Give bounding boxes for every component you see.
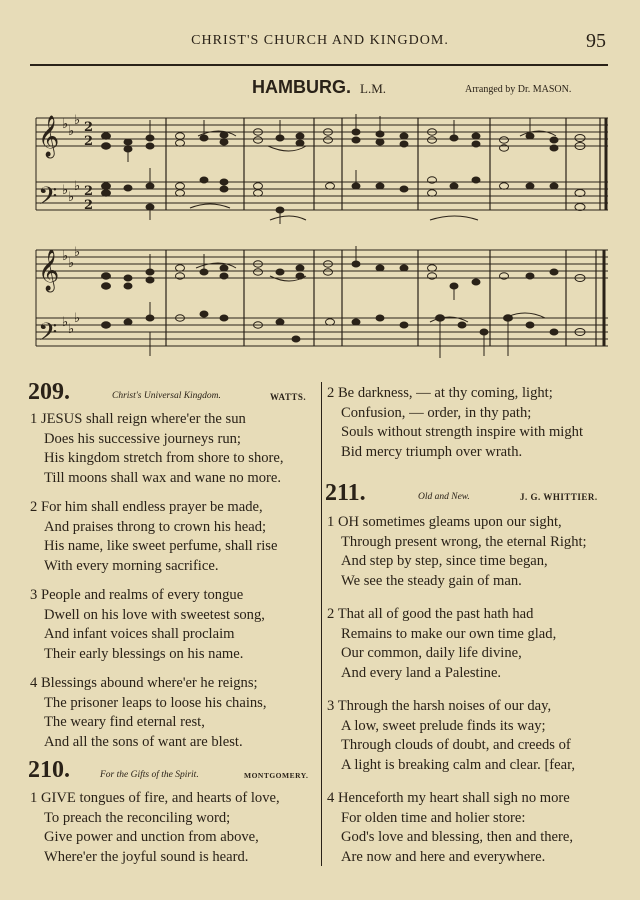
verse-line: Blessings abound where'er he reigns; — [40, 675, 258, 691]
svg-text:2: 2 — [84, 198, 94, 213]
verse-line: Are now and here and everywhere. — [341, 848, 546, 865]
verse-line: And praises throng to crown his head; — [44, 518, 267, 535]
verse-line: JESUS shall reign where'er the sun — [40, 411, 246, 427]
hymn-author: WATTS. — [270, 392, 307, 402]
verse-line: And all the sons of want are blest. — [44, 733, 243, 750]
verse-line: Dwell on his love with sweetest song, — [44, 606, 265, 623]
verse-line: OH sometimes gleams upon our sight, — [337, 514, 562, 530]
svg-text:2: 2 — [84, 120, 94, 135]
verse-line: Till moons shall wax and wane no more. — [44, 469, 281, 486]
hymn-subject: Christ's Universal Kingdom. — [112, 391, 221, 401]
verse-line: We see the steady gain of man. — [341, 572, 522, 589]
verse-number: 1 — [30, 411, 38, 427]
verse — [30, 410, 318, 488]
svg-text:♭: ♭ — [68, 256, 75, 271]
verse-line: Souls without strength inspire with might — [341, 424, 584, 441]
svg-text:♭: ♭ — [74, 245, 81, 260]
verse-line: Where'er the joyful sound is heard. — [44, 848, 249, 865]
sheet-music — [0, 100, 640, 365]
svg-text:♭: ♭ — [68, 190, 75, 205]
verse-line: And step by step, since time began, — [341, 553, 548, 570]
verse-line: Through present wrong, the eternal Right; — [341, 533, 587, 550]
treble-clef-icon: 𝄞 — [38, 250, 60, 291]
svg-text:♭: ♭ — [62, 249, 69, 264]
verse-line: Be darkness, — at thy coming, light; — [337, 385, 553, 401]
svg-text:♭: ♭ — [62, 315, 69, 330]
verse-line: With every morning sacrifice. — [44, 557, 219, 574]
hymn-author: J. G. WHITTIER. — [520, 492, 598, 502]
treble-staff-2 — [36, 250, 608, 278]
verse-line: Their early blessings on his name. — [44, 645, 244, 662]
verse-line: Our common, daily life divine, — [341, 645, 522, 662]
svg-text:♭: ♭ — [74, 113, 81, 128]
verse-number: 1 — [327, 514, 335, 530]
verse — [30, 789, 318, 867]
svg-text:♭: ♭ — [68, 322, 75, 337]
verse-number: 2 — [327, 385, 335, 401]
verse-number: 2 — [327, 606, 335, 622]
hymn-author: MONTGOMERY. — [244, 771, 309, 780]
verse-line: For him shall endless prayer be made, — [40, 499, 263, 515]
verse-number: 4 — [327, 790, 335, 806]
verse-line: Give power and unction from above, — [44, 829, 259, 846]
verse-line: Remains to make our own time glad, — [341, 625, 557, 642]
bass-clef-icon: 𝄢 — [38, 182, 58, 217]
verse-number: 2 — [30, 499, 38, 515]
verse-line: Through clouds of doubt, and creeds of — [341, 737, 571, 754]
svg-text:2: 2 — [84, 134, 94, 149]
verse-line: Does his successive journeys run; — [44, 430, 241, 447]
verse-line: Through the harsh noises of our day, — [337, 698, 552, 714]
svg-text:2: 2 — [84, 184, 94, 199]
verse-number: 1 — [30, 790, 38, 806]
verse-line: GIVE tongues of fire, and hearts of love, — [40, 790, 280, 806]
verse-number: 3 — [327, 698, 335, 714]
hymn-number: 210. — [28, 757, 70, 783]
verse — [327, 789, 617, 867]
svg-text:♭: ♭ — [62, 117, 69, 132]
hymn-subject: For the Gifts of the Spirit. — [100, 770, 199, 780]
verse-line: Henceforth my heart shall sigh no more — [337, 790, 570, 806]
hymn-subject: Old and New. — [418, 492, 470, 502]
verse-line: And every land a Palestine. — [341, 664, 502, 681]
notes-system-1 — [102, 129, 586, 213]
header-rule — [30, 64, 608, 66]
verse-line: A low, sweet prelude finds its way; — [341, 717, 546, 734]
verse-line: His kingdom stretch from shore to shore, — [44, 450, 284, 467]
tune-meter: L.M. — [360, 81, 386, 96]
verse — [30, 586, 318, 664]
verse-line: God's love and blessing, then and there, — [341, 829, 574, 846]
verse-line: That all of good the past hath had — [337, 606, 534, 622]
tune-arrangement: Arranged by Dr. MASON. — [465, 84, 572, 95]
verse-line: The weary find eternal rest, — [44, 714, 205, 731]
verse-line: For olden time and holier store: — [341, 809, 526, 826]
verse-line: Confusion, — order, in thy path; — [341, 404, 532, 421]
verse-line: And infant voices shall proclaim — [44, 626, 235, 643]
page-number: 95 — [586, 30, 606, 52]
verse-number: 4 — [30, 675, 38, 691]
column-divider — [321, 382, 322, 866]
svg-text:♭: ♭ — [68, 124, 75, 139]
verse — [30, 674, 318, 752]
svg-text:♭: ♭ — [74, 179, 81, 194]
verse — [327, 605, 617, 683]
bass-staff-1 — [36, 182, 608, 210]
hymn-number: 211. — [325, 480, 366, 506]
treble-staff-1 — [36, 118, 608, 146]
verse-line: His name, like sweet perfume, shall rise — [44, 538, 278, 555]
hymn-number: 209. — [28, 379, 70, 405]
bass-staff-2 — [36, 318, 608, 346]
running-title: CHRIST'S CHURCH AND KINGDOM. — [191, 33, 449, 48]
bass-clef-icon: 𝄢 — [38, 318, 58, 353]
verse-line: A light is breaking calm and clear. [fear, — [341, 756, 576, 773]
verse-line: Bid mercy triumph over wrath. — [341, 443, 523, 460]
treble-clef-icon: 𝄞 — [38, 116, 60, 157]
verse — [327, 384, 617, 462]
verse — [327, 513, 617, 591]
tune-name: HAMBURG. — [252, 77, 351, 97]
verse-number: 3 — [30, 587, 38, 603]
verse — [327, 697, 617, 775]
svg-text:♭: ♭ — [74, 311, 81, 326]
verse-line: People and realms of every tongue — [40, 587, 244, 603]
verse-line: The prisoner leaps to loose his chains, — [44, 694, 267, 711]
verse-line: To preach the reconciling word; — [44, 809, 231, 826]
svg-text:♭: ♭ — [62, 183, 69, 198]
notes-system-2 — [102, 261, 586, 342]
verse — [30, 498, 318, 576]
